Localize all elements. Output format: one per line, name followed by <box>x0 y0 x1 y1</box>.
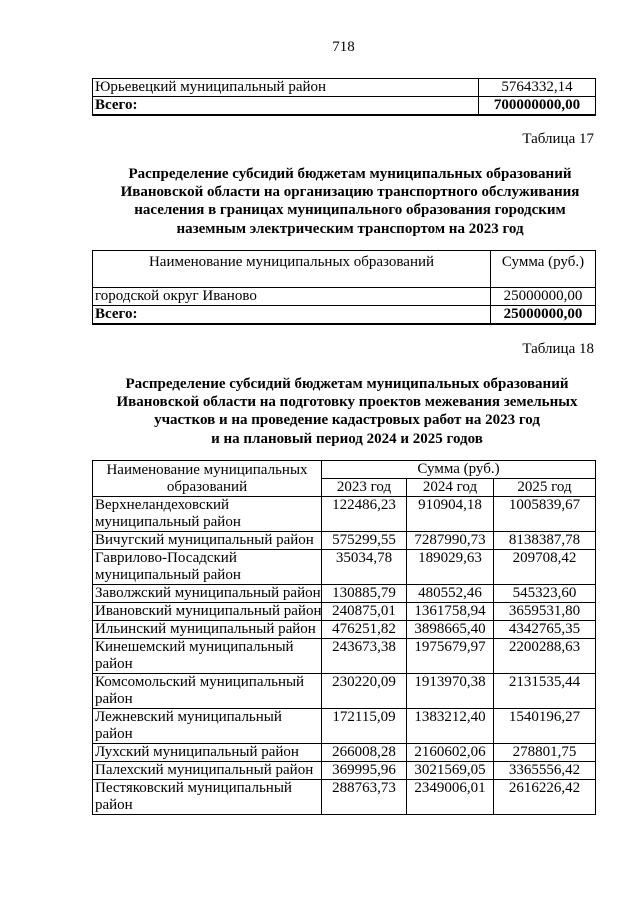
header-sum-cell: Сумма (руб.) <box>322 461 596 479</box>
amount-2024-cell: 2160602,06 <box>407 744 494 762</box>
header-sum: Сумма (руб.) <box>501 254 585 270</box>
amount-2025-cell: 545323,60 <box>494 585 596 603</box>
amount-2025-cell: 3365556,42 <box>494 762 596 780</box>
table-header-row <box>93 251 596 288</box>
table-18-caption: Таблица 18 <box>522 341 594 357</box>
table-row <box>93 674 596 709</box>
table-row <box>93 709 596 744</box>
amount-2025-cell: 4342765,35 <box>494 621 596 639</box>
amount-2023-cell: 266008,28 <box>322 744 407 762</box>
amount-2023-cell: 172115,09 <box>322 709 407 744</box>
table-row <box>93 621 596 639</box>
table-row <box>93 79 596 97</box>
total-label: Всего: <box>93 306 491 325</box>
amount-2023-cell: 130885,79 <box>322 585 407 603</box>
district-name-cell: Ивановский муниципальный район <box>93 603 322 621</box>
district-name-cell <box>93 497 322 532</box>
district-name-cell <box>93 550 322 585</box>
district-name-cell <box>93 674 322 709</box>
amount-2023-cell: 243673,38 <box>322 639 407 674</box>
amount-2025-cell: 2200288,63 <box>494 639 596 674</box>
amount-2025-cell: 8138387,78 <box>494 532 596 550</box>
table-17-heading <box>60 165 640 238</box>
district-name-cell: Заволжский муниципальный район <box>93 585 322 603</box>
table-row <box>93 744 596 762</box>
amount-2024-cell: 2349006,01 <box>407 780 494 815</box>
district-name-cell: Ильинский муниципальный район <box>93 621 322 639</box>
amount-2023-cell: 369995,96 <box>322 762 407 780</box>
amount-2023-cell: 230220,09 <box>322 674 407 709</box>
amount-2024-cell: 910904,18 <box>407 497 494 532</box>
district-name-cell <box>93 709 322 744</box>
table-row <box>93 639 596 674</box>
table-row <box>93 532 596 550</box>
heading-line: наземным электрическим транспортом на 2023 год <box>176 220 524 237</box>
amount-2024-cell: 3898665,40 <box>407 621 494 639</box>
district-name: Комсомольский муниципальный район <box>95 674 305 707</box>
header-name-cell <box>93 251 491 288</box>
district-name-cell: Лухский муниципальный район <box>93 744 322 762</box>
amount-2025-cell: 1540196,27 <box>494 709 596 744</box>
amount-2024-cell: 480552,46 <box>407 585 494 603</box>
previous-table-continuation <box>92 78 596 116</box>
table-row <box>93 603 596 621</box>
table-row <box>93 550 596 585</box>
amount-2024-cell: 3021569,05 <box>407 762 494 780</box>
header-year-2025: 2025 год <box>494 479 596 497</box>
amount-2023-cell: 35034,78 <box>322 550 407 585</box>
table-18 <box>92 460 596 815</box>
total-row <box>93 306 596 325</box>
heading-line: Ивановской области на организацию транспортного обслуживания <box>120 184 580 201</box>
district-name-cell: Юрьевецкий муниципальный район <box>93 79 479 97</box>
heading-line: Ивановской области на подготовку проектов межевания земельных <box>116 394 578 411</box>
amount-2023-cell: 240875,01 <box>322 603 407 621</box>
amount-2024-cell: 1383212,40 <box>407 709 494 744</box>
district-name-cell: Палехский муниципальный район <box>93 762 322 780</box>
table-row <box>93 288 596 306</box>
table-header-row <box>93 461 596 479</box>
amount-2025-cell: 209708,42 <box>494 550 596 585</box>
total-amount: 25000000,00 <box>491 306 596 325</box>
amount-2025-cell: 2131535,44 <box>494 674 596 709</box>
district-name-cell <box>93 639 322 674</box>
table-row <box>93 762 596 780</box>
amount-2025-cell: 278801,75 <box>494 744 596 762</box>
total-label: Всего: <box>93 97 479 116</box>
amount-2024-cell: 7287990,73 <box>407 532 494 550</box>
table-18-heading <box>54 375 640 448</box>
amount-2024-cell: 1913970,38 <box>407 674 494 709</box>
district-name-cell: городской округ Иваново <box>93 288 491 306</box>
header-name-cell: Наименование муниципальных образований <box>93 461 322 497</box>
district-name: Верхнеландеховский муниципальный район <box>95 497 241 530</box>
header-year-2023: 2023 год <box>322 479 407 497</box>
amount-2023-cell: 122486,23 <box>322 497 407 532</box>
district-name: Лежневский муниципальный район <box>95 709 282 742</box>
amount-2023-cell: 476251,82 <box>322 621 407 639</box>
table-row <box>93 780 596 815</box>
header-name: Наименование муниципальных образований <box>148 254 435 270</box>
district-name-cell <box>93 780 322 815</box>
amount-2025-cell: 3659531,80 <box>494 603 596 621</box>
table-row <box>93 497 596 532</box>
amount-2023-cell: 575299,55 <box>322 532 407 550</box>
amount-2024-cell: 189029,63 <box>407 550 494 585</box>
total-row <box>93 97 596 116</box>
amount-2025-cell: 1005839,67 <box>494 497 596 532</box>
district-name: Кинешемский муниципальный район <box>95 639 294 672</box>
total-amount: 700000000,00 <box>479 97 596 116</box>
heading-line: населения в границах муниципального образования городским <box>134 202 566 219</box>
heading-line: участков и на проведение кадастровых работ на 2023 год <box>154 412 540 429</box>
heading-line: Распределение субсидий бюджетам муниципальных образований <box>128 166 572 182</box>
amount-cell: 25000000,00 <box>491 288 596 306</box>
district-name: Пестяковский муниципальный район <box>95 780 292 813</box>
amount-2024-cell: 1975679,97 <box>407 639 494 674</box>
amount-2024-cell: 1361758,94 <box>407 603 494 621</box>
amount-2025-cell: 2616226,42 <box>494 780 596 815</box>
table-row <box>93 585 596 603</box>
header-sum-cell <box>491 251 596 288</box>
table-17-caption: Таблица 17 <box>522 131 594 147</box>
table-17 <box>92 250 596 325</box>
amount-cell: 5764332,14 <box>479 79 596 97</box>
heading-line: и на плановый период 2024 и 2025 годов <box>211 430 483 447</box>
header-year-2024: 2024 год <box>407 479 494 497</box>
amount-2023-cell: 288763,73 <box>322 780 407 815</box>
district-name-cell: Вичугский муниципальный район <box>93 532 322 550</box>
heading-line: Распределение субсидий бюджетам муниципальных образований <box>125 376 569 392</box>
page-number: 718 <box>332 39 355 55</box>
district-name: Гаврилово-Посадский муниципальный район <box>95 550 241 583</box>
